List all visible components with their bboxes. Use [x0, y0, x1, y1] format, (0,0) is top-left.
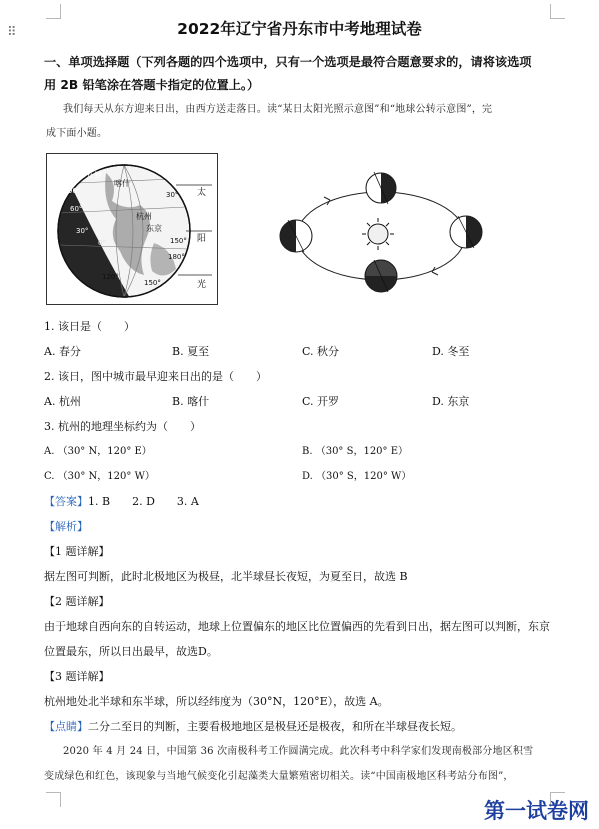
label-lat-0: 0°	[98, 239, 106, 247]
earth-globe-left-icon	[280, 220, 312, 252]
label-lon-30: 30°	[166, 191, 179, 199]
point-text: 二分二至日的判断，主要看极地地区是极昼还是极夜，和所在半球昼夜长短。	[88, 720, 462, 733]
label-lat-90: 90°	[68, 187, 81, 195]
drag-handle-icon[interactable]: ⠿	[7, 25, 16, 40]
q1-explanation-heading: 【1 题详解】	[44, 545, 110, 558]
q1-explanation-text: 据左图可判断，此时北极地区为极昼，北半球昼长夜短，为夏至日，故选 B	[44, 570, 408, 583]
sun-icon	[362, 218, 394, 250]
label-lon-120: 120°	[102, 273, 119, 281]
sunlight-illumination-figure	[46, 153, 218, 305]
q2-explanation-text: 由于地球自西向东的自转运动，地球上位置偏东的地区比位置偏西的先看到日出，据左图可以判断，东京	[44, 620, 550, 633]
next-intro-text-cont: 变成绿色和红色，该现象与当地气候变化引起藻类大量繁殖密切相关。读“中国南极地区科考站分布图”，	[44, 771, 514, 782]
analysis-label: 【解析】	[44, 520, 88, 533]
q3-option-c: C. （30° N，120° W）	[44, 471, 155, 482]
q3-option-d: D. （30° S，120° W）	[302, 471, 412, 482]
point-line	[44, 720, 462, 734]
earth-globe-top-icon	[366, 172, 396, 204]
q3-option-a: A. （30° N，120° E）	[44, 446, 152, 457]
doc-title: 2022年辽宁省丹东市中考地理试卷	[177, 20, 422, 38]
page-corner-mark	[46, 792, 61, 807]
q1-option-a: A. 春分	[44, 345, 81, 358]
earth-globe-bottom-icon	[365, 260, 397, 292]
label-lon-150b: 150°	[144, 279, 161, 287]
q1-option-b: B. 夏至	[172, 345, 210, 358]
section-heading: 一、单项选择题（下列各题的四个选项中，只有一个选项是最符合题意要求的，请将该选项	[44, 55, 532, 69]
q1-option-c: C. 秋分	[302, 345, 340, 358]
label-lat-60: 60°	[70, 205, 83, 213]
earth-globe-right-icon	[450, 216, 482, 248]
section-heading-cont: 用 2B 铅笔涂在答题卡指定的位置上。）	[44, 78, 260, 92]
site-watermark-logo: 第一试卷网	[484, 799, 589, 823]
intro-text: 我们每天从东方迎来日出，由西方送走落日。读“某日太阳光照示意图”和“地球公转示意图”，完	[63, 104, 493, 115]
q2-explanation-heading: 【2 题详解】	[44, 595, 110, 608]
label-kashi: 喀什	[114, 179, 130, 188]
question-2-stem: 2. 该日，图中城市最早迎来日出的是（ ）	[44, 370, 267, 383]
q2-option-c: C. 开罗	[302, 395, 340, 408]
point-label: 【点睛】	[44, 720, 88, 733]
earth-revolution-figure	[270, 168, 492, 296]
q3-option-b: B. （30° S，120° E）	[302, 446, 409, 457]
q2-option-a: A. 杭州	[44, 395, 81, 408]
question-1-stem: 1. 该日是（ ）	[44, 320, 135, 333]
label-kairo: 开罗	[86, 171, 102, 180]
label-lon-180: 180°	[168, 253, 185, 261]
label-hangzhou: 杭州	[136, 212, 152, 221]
label-sun-3: 光	[197, 280, 207, 290]
answer-text: 1. B 2. D 3. A	[88, 495, 199, 508]
answer-line	[44, 495, 199, 509]
q1-option-d: D. 冬至	[432, 345, 470, 358]
label-sun-1: 太	[197, 188, 207, 198]
q3-explanation-heading: 【3 题详解】	[44, 670, 110, 683]
answer-label: 【答案】	[44, 495, 88, 508]
question-3-stem: 3. 杭州的地理坐标约为（ ）	[44, 420, 201, 433]
label-tokyo: 东京	[146, 224, 162, 233]
next-intro-text: 2020 年 4 月 24 日，中国第 36 次南极科考工作圆满完成。此次科考中科学家们发现南极部分地区积雪	[63, 746, 534, 757]
intro-text-cont: 成下面小题。	[46, 128, 108, 139]
q2-explanation-text-cont: 位置最东，所以日出最早，故选D。	[44, 645, 218, 658]
q3-explanation-text: 杭州地处北半球和东半球，所以经纬度为（30°N，120°E），故选 A。	[44, 695, 389, 708]
label-lon-150: 150°	[170, 237, 187, 245]
label-sun-2: 阳	[197, 234, 207, 244]
label-lat-30: 30°	[76, 227, 89, 235]
q2-option-b: B. 喀什	[172, 395, 210, 408]
q2-option-d: D. 东京	[432, 395, 470, 408]
